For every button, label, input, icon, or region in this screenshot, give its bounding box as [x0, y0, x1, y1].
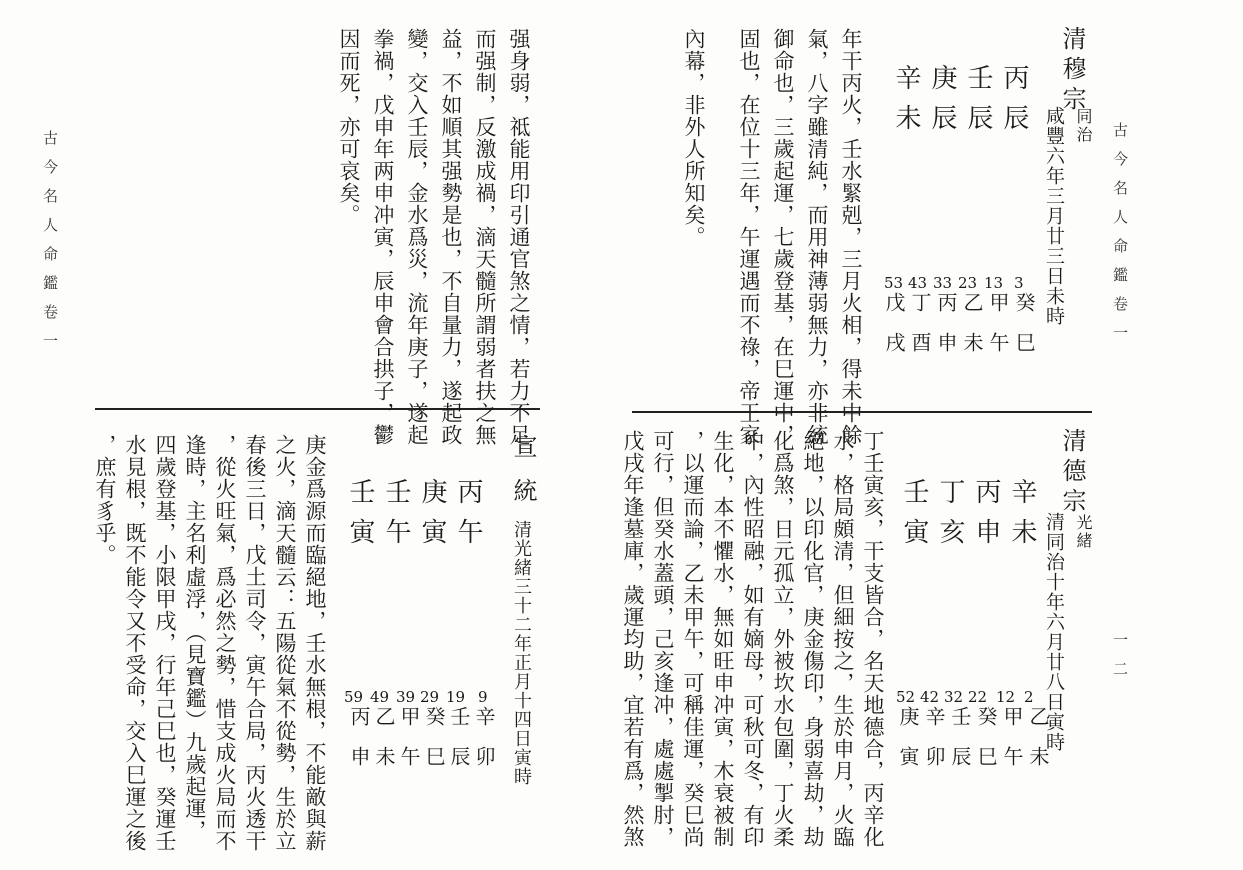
luck-age: 19 [446, 688, 466, 706]
text-column: 可行，但癸水蓋頭，己亥逢冲，處處掣肘， [651, 430, 675, 848]
luck-age: 39 [396, 688, 416, 706]
pillar-hour: 辛未 [891, 64, 921, 144]
luck-branches: 戌 [882, 332, 906, 356]
luck-age: 3 [1014, 274, 1024, 292]
luck-branches: 巳 [422, 746, 446, 770]
luck-branches: 辰 [948, 746, 972, 770]
text-column: 生化，本不懼水，無如旺申冲寅，木衰被制 [711, 430, 735, 848]
luck-branches: 午 [397, 746, 421, 770]
luck-stems: 丁 [908, 292, 932, 316]
luck-age: 13 [984, 274, 1004, 292]
luck-stems: 癸 [974, 706, 998, 730]
luck-branches: 卯 [472, 746, 496, 770]
luck-stems: 辛 [922, 706, 946, 730]
luck-branches: 巳 [974, 746, 998, 770]
birth-date: 咸豐六年三月廿三日未時 [1043, 106, 1065, 326]
luck-stems: 壬 [948, 706, 972, 730]
text-column: 因而死，亦可哀矣。 [337, 28, 361, 226]
pillar-hour: 壬寅 [345, 478, 375, 558]
luck-age: 33 [933, 274, 953, 292]
luck-branches: 申 [934, 332, 958, 356]
text-column: 丁壬寅亥，干支皆合，名天地德合，丙辛化 [861, 430, 885, 848]
luck-stems: 甲 [986, 292, 1010, 316]
luck-age: 32 [944, 688, 964, 706]
text-column: ，以運而論，乙未甲午，可稱佳運，癸巳尚 [681, 430, 705, 848]
luck-branches: 午 [986, 332, 1010, 356]
text-column: 內幕，非外人所知矣。 [682, 28, 706, 248]
luck-age: 43 [908, 274, 928, 292]
luck-age: 23 [958, 274, 978, 292]
luck-branches: 未 [372, 746, 396, 770]
luck-branches: 午 [1000, 746, 1024, 770]
text-column: 化爲煞，日元孤立，外被坎水包圍，丁火柔 [771, 430, 795, 848]
pillar-day: 壬午 [381, 478, 411, 558]
pillar-year: 辛未 [1007, 478, 1037, 558]
luck-stems: 癸 [422, 706, 446, 730]
text-column: 水見根，既不能令又不受命，交入巳運之後 [123, 434, 147, 852]
text-column: 庚金爲源而臨絕地，壬水無根，不能敵與薪 [303, 434, 327, 852]
pillar-day: 丁亥 [935, 478, 965, 558]
luck-stems: 甲 [397, 706, 421, 730]
luck-age: 49 [370, 688, 390, 706]
luck-age: 53 [884, 274, 904, 292]
left-margin-title: 古今名人命鑑卷一 [41, 130, 59, 362]
luck-stems: 壬 [447, 706, 471, 730]
text-column: 水，格局頗清，但細按之，生於申月，火臨 [831, 430, 855, 848]
text-column: 而强制，反激成禍，滴天髓所謂弱者扶之無 [473, 28, 497, 446]
luck-stems: 乙 [960, 292, 984, 316]
text-column: 戊戌年逢墓庫，歲運均助，宜若有爲，然煞 [621, 430, 645, 848]
luck-age: 59 [344, 688, 364, 706]
luck-stems: 乙 [372, 706, 396, 730]
luck-branches: 酉 [908, 332, 932, 356]
pillar-day: 庚辰 [927, 64, 957, 144]
luck-branches: 申 [347, 746, 371, 770]
luck-stems: 戊 [882, 292, 906, 316]
luck-stems: 甲 [1000, 706, 1024, 730]
era-name: 同治 [1074, 108, 1093, 144]
text-column: 氣，八字雖清純，而用神薄弱無力，亦非統 [805, 28, 829, 446]
luck-branches: 卯 [922, 746, 946, 770]
luck-age: 2 [1024, 688, 1034, 706]
luck-stems: 辛 [472, 706, 496, 730]
birth-date: 清同治十年六月廿八日寅時 [1043, 512, 1065, 752]
luck-stems: 丙 [934, 292, 958, 316]
pillar-year: 丙午 [453, 478, 483, 558]
text-column: ，從火旺氣，爲必然之勢，惜支成火局而不 [213, 434, 237, 852]
birth-date: 清光緒三十二年正月十四日寅時 [511, 520, 532, 786]
text-column: 四歲登基，小限甲戌，行年己巳也，癸運壬 [153, 434, 177, 852]
luck-stems: 癸 [1012, 292, 1036, 316]
pillar-month: 丙申 [971, 478, 1001, 558]
text-column: 絕地，以印化官，庚金傷印，身弱喜劫，劫 [801, 430, 825, 848]
emperor-title: 清穆宗 [1058, 26, 1086, 116]
luck-age: 22 [968, 688, 988, 706]
text-column: 之火，滴天髓云：五陽從氣不從勢，生於立 [273, 434, 297, 852]
luck-branches: 未 [1026, 746, 1050, 770]
text-column: 中，內性昭融，如有嫡母，可秋可冬，有印 [741, 430, 765, 848]
text-column: 年干丙火，壬水緊剋，三月火相，得未中餘 [839, 28, 863, 446]
luck-age: 29 [420, 688, 440, 706]
emperor-title: 清德宗 [1058, 428, 1086, 518]
text-column: 逢時，主名利虛浮，（見寶鑑）九歲起運， [183, 434, 207, 842]
luck-age: 12 [996, 688, 1016, 706]
text-column: 强身弱，祗能用印引通官煞之情，若力不足 [507, 28, 531, 446]
pillar-month: 庚寅 [417, 478, 447, 558]
text-column: 固也，在位十三年，午運遇而不祿，帝王家 [737, 28, 761, 446]
luck-age: 42 [920, 688, 940, 706]
pillar-year: 丙辰 [999, 64, 1029, 144]
text-column: ，庶有豸乎。 [93, 434, 117, 566]
text-column: 春後三日，戊土司令，寅午合局，丙火透干 [243, 434, 267, 852]
text-column: 拳禍，戊申年两申冲寅，辰申會合拱子，鬱 [371, 28, 395, 446]
pillar-hour: 壬寅 [899, 478, 929, 558]
luck-stems: 丙 [347, 706, 371, 730]
emperor-title: 宣統 [509, 434, 537, 522]
right-margin-title: 古今名人命鑑卷一 [1111, 122, 1129, 354]
era-name: 光緒 [1074, 514, 1093, 550]
text-column: 益，不如順其强勢是也，不自量力，遂起政 [439, 28, 463, 446]
luck-age: 9 [478, 688, 488, 706]
luck-stems: 庚 [896, 706, 920, 730]
luck-branches: 巳 [1012, 332, 1036, 356]
luck-age: 52 [896, 688, 916, 706]
luck-branches: 辰 [447, 746, 471, 770]
text-column: 御命也，三歲起運，七歲登基，在巳運中， [771, 28, 795, 446]
luck-branches: 未 [960, 332, 984, 356]
page-number: 一二 [1111, 632, 1129, 690]
luck-stems: 乙 [1026, 706, 1050, 730]
pillar-month: 壬辰 [963, 64, 993, 144]
luck-branches: 寅 [896, 746, 920, 770]
text-column: 變，交入壬辰，金水爲災，流年庚子，遂起 [405, 28, 429, 446]
